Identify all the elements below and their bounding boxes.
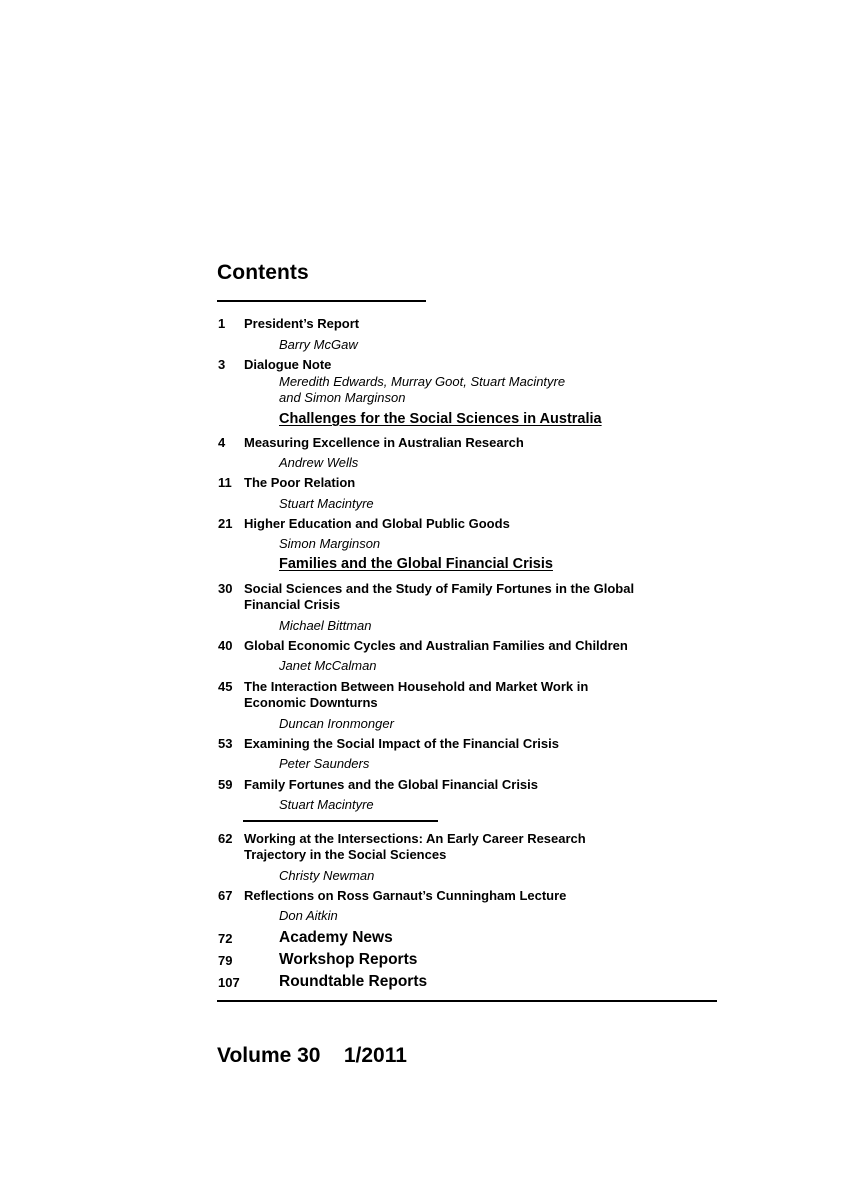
entry-title: Higher Education and Global Public Goods	[244, 516, 510, 531]
section-divider	[243, 820, 438, 822]
misc-title: Roundtable Reports	[279, 973, 428, 990]
misc-page-number: 79	[218, 953, 233, 968]
entry-title: Examining the Social Impact of the Financial Crisis	[244, 736, 559, 751]
entry-page-number: 67	[218, 888, 233, 903]
entry-title: Economic Downturns	[244, 695, 378, 710]
entry-page-number: 11	[218, 475, 232, 490]
entry-page-number: 40	[218, 638, 233, 653]
entry-page-number: 4	[218, 435, 226, 450]
entry-page-number: 30	[218, 581, 233, 596]
entry-page-number: 45	[218, 679, 233, 694]
entry-page-number: 62	[218, 831, 233, 846]
misc-title: Workshop Reports	[279, 951, 418, 968]
entry-title: Dialogue Note	[244, 357, 332, 372]
misc-page-number: 72	[218, 931, 233, 946]
entry-title: Measuring Excellence in Australian Research	[244, 435, 524, 450]
entry-page-number: 59	[218, 777, 233, 792]
volume-label: Volume 30 1/2011	[217, 1044, 407, 1067]
entry-author: Christy Newman	[279, 868, 375, 883]
bottom-rule	[217, 1000, 717, 1002]
page-title: Contents	[217, 261, 309, 284]
entry-title: The Interaction Between Household and Market Work in	[244, 679, 589, 694]
entry-page-number: 21	[218, 516, 233, 531]
entry-author: Meredith Edwards, Murray Goot, Stuart Macintyre	[279, 374, 566, 389]
title-rule	[217, 300, 426, 302]
entry-author: Andrew Wells	[279, 455, 359, 470]
entry-title: Trajectory in the Social Sciences	[244, 847, 447, 862]
entry-page-number: 1	[218, 316, 226, 331]
entry-author: Duncan Ironmonger	[279, 716, 394, 731]
entry-author: Don Aitkin	[279, 908, 338, 923]
entry-author: Stuart Macintyre	[279, 797, 374, 812]
section-heading: Families and the Global Financial Crisis	[279, 556, 553, 572]
misc-page-number: 107	[218, 975, 240, 990]
entry-page-number: 53	[218, 736, 233, 751]
misc-title: Academy News	[279, 929, 393, 946]
entry-author: Peter Saunders	[279, 756, 370, 771]
entry-author: Janet McCalman	[279, 658, 377, 673]
entry-title: Family Fortunes and the Global Financial Crisis	[244, 777, 539, 792]
entry-title: Global Economic Cycles and Australian Families and Children	[244, 638, 628, 653]
entry-author: Simon Marginson	[279, 536, 381, 551]
entry-title: President’s Report	[244, 316, 360, 331]
entry-title: Reflections on Ross Garnaut’s Cunningham Lecture	[244, 888, 567, 903]
entry-title: Financial Crisis	[244, 597, 341, 612]
entry-author: Stuart Macintyre	[279, 496, 374, 511]
entry-author: Barry McGaw	[279, 337, 358, 352]
entry-author: and Simon Marginson	[279, 390, 406, 405]
entry-title: Social Sciences and the Study of Family Fortunes in the Global	[244, 581, 635, 596]
entry-page-number: 3	[218, 357, 226, 372]
section-heading: Challenges for the Social Sciences in Australia	[279, 411, 602, 427]
entry-title: Working at the Intersections: An Early Career Research	[244, 831, 586, 846]
entry-title: The Poor Relation	[244, 475, 356, 490]
entry-author: Michael Bittman	[279, 618, 372, 633]
